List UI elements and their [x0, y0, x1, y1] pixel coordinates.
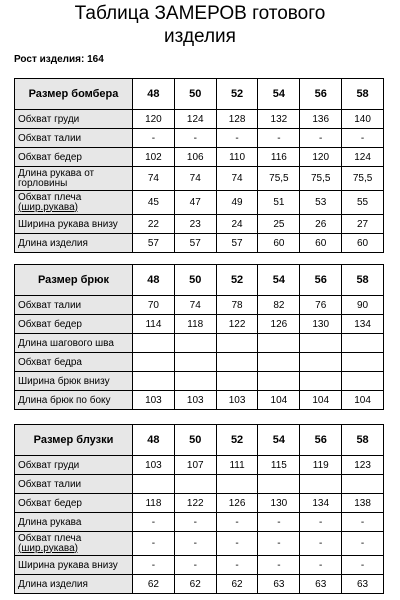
value-cell: -: [216, 532, 258, 556]
table-header-row: [15, 79, 384, 110]
table-header-label: Размер брюк: [15, 265, 133, 296]
value-cell: 22: [133, 215, 175, 234]
value-cell: 134: [342, 315, 384, 334]
size-header-cell: 56: [300, 425, 342, 456]
value-cell: -: [216, 513, 258, 532]
value-cell: 104: [300, 391, 342, 410]
value-cell: -: [216, 129, 258, 148]
value-cell: [300, 334, 342, 353]
value-cell: [133, 334, 175, 353]
size-header-cell: 50: [174, 265, 216, 296]
value-cell: [300, 353, 342, 372]
value-cell: 122: [216, 315, 258, 334]
value-cell: -: [258, 556, 300, 575]
value-cell: 111: [216, 456, 258, 475]
size-header-cell: 52: [216, 265, 258, 296]
row-label-text: Ширина брюк внизу: [18, 375, 110, 387]
row-label-text: Обхват бедер: [18, 318, 82, 330]
size-header-cell: 56: [300, 265, 342, 296]
row-label-text: Длина брюк по боку: [18, 394, 111, 406]
value-cell: 45: [133, 191, 175, 215]
value-cell: [258, 334, 300, 353]
value-cell: [216, 372, 258, 391]
value-cell: -: [133, 513, 175, 532]
row-label-text: Длина рукава: [18, 516, 82, 528]
size-header-cell: 56: [300, 79, 342, 110]
row-label-text: Ширина рукава внизу: [18, 559, 118, 571]
value-cell: [258, 372, 300, 391]
row-label-text: Длина рукава от горловины: [18, 167, 95, 189]
row-label: [15, 353, 133, 372]
table-header-label: Размер блузки: [15, 425, 133, 456]
row-label: [15, 391, 133, 410]
value-cell: 60: [342, 234, 384, 253]
value-cell: 23: [174, 215, 216, 234]
row-label: [15, 315, 133, 334]
value-cell: 126: [258, 315, 300, 334]
value-cell: 104: [342, 391, 384, 410]
value-cell: 62: [174, 575, 216, 594]
value-cell: 130: [258, 494, 300, 513]
table-header-row: [15, 265, 384, 296]
value-cell: 26: [300, 215, 342, 234]
size-header-cell: 54: [258, 79, 300, 110]
value-cell: 75,5: [342, 167, 384, 191]
value-cell: -: [258, 129, 300, 148]
value-cell: -: [174, 513, 216, 532]
row-label: [15, 372, 133, 391]
size-header-cell: 48: [133, 425, 175, 456]
value-cell: 107: [174, 456, 216, 475]
value-cell: 103: [133, 391, 175, 410]
value-cell: 124: [342, 148, 384, 167]
value-cell: 55: [342, 191, 384, 215]
value-cell: [300, 372, 342, 391]
row-label-text: Длина шагового шва: [18, 337, 114, 349]
value-cell: 103: [174, 391, 216, 410]
row-label-text: Длина изделия: [18, 237, 88, 249]
table-row: [15, 475, 384, 494]
value-cell: 24: [216, 215, 258, 234]
row-label: [15, 334, 133, 353]
value-cell: [174, 475, 216, 494]
value-cell: [300, 475, 342, 494]
value-cell: -: [342, 513, 384, 532]
value-cell: 75,5: [300, 167, 342, 191]
value-cell: -: [133, 556, 175, 575]
row-label: [15, 532, 133, 556]
value-cell: 130: [300, 315, 342, 334]
size-header-cell: 58: [342, 265, 384, 296]
page-title: [0, 2, 400, 48]
value-cell: 78: [216, 296, 258, 315]
value-cell: 74: [174, 296, 216, 315]
row-label-text: Обхват бедра: [18, 356, 82, 368]
value-cell: 116: [258, 148, 300, 167]
value-cell: [133, 353, 175, 372]
value-cell: 53: [300, 191, 342, 215]
value-cell: 138: [342, 494, 384, 513]
value-cell: [216, 353, 258, 372]
value-cell: [216, 475, 258, 494]
size-header-cell: 52: [216, 425, 258, 456]
value-cell: [342, 334, 384, 353]
value-cell: -: [300, 129, 342, 148]
row-label-text: Обхват плеча: [18, 191, 82, 203]
row-label: [15, 191, 133, 215]
value-cell: 110: [216, 148, 258, 167]
value-cell: 60: [300, 234, 342, 253]
value-cell: [133, 475, 175, 494]
value-cell: -: [174, 532, 216, 556]
value-cell: -: [342, 129, 384, 148]
value-cell: 25: [258, 215, 300, 234]
row-label-sub: (шир.рукава): [18, 542, 78, 554]
size-header-cell: 52: [216, 79, 258, 110]
row-label-sub: (шир.рукава): [18, 201, 78, 213]
row-label: [15, 148, 133, 167]
value-cell: 62: [133, 575, 175, 594]
row-label: [15, 494, 133, 513]
table-row: [15, 353, 384, 372]
table-row: [15, 556, 384, 575]
row-label: [15, 475, 133, 494]
value-cell: 106: [174, 148, 216, 167]
row-label-text: Обхват талии: [18, 299, 82, 311]
value-cell: 123: [342, 456, 384, 475]
row-label-text: Обхват груди: [18, 113, 80, 125]
table-row: [15, 334, 384, 353]
value-cell: -: [174, 129, 216, 148]
row-label-text: Обхват груди: [18, 459, 80, 471]
value-cell: 118: [174, 315, 216, 334]
value-cell: -: [342, 532, 384, 556]
table-row: [15, 148, 384, 167]
value-cell: 136: [300, 110, 342, 129]
value-cell: 90: [342, 296, 384, 315]
value-cell: -: [342, 556, 384, 575]
table-row: [15, 513, 384, 532]
table-row: [15, 234, 384, 253]
size-header-cell: 54: [258, 265, 300, 296]
table-row: [15, 575, 384, 594]
table-header-row: [15, 425, 384, 456]
value-cell: 57: [133, 234, 175, 253]
table-row: [15, 315, 384, 334]
value-cell: 140: [342, 110, 384, 129]
value-cell: 120: [300, 148, 342, 167]
table-row: [15, 494, 384, 513]
title-line-1: Таблица ЗАМЕРОВ готового: [74, 3, 326, 24]
value-cell: 122: [174, 494, 216, 513]
row-label-text: Обхват бедер: [18, 151, 82, 163]
value-cell: [258, 353, 300, 372]
table-row: [15, 215, 384, 234]
value-cell: [174, 353, 216, 372]
value-cell: [258, 475, 300, 494]
value-cell: 124: [174, 110, 216, 129]
value-cell: 119: [300, 456, 342, 475]
size-header-cell: 58: [342, 79, 384, 110]
table-row: [15, 456, 384, 475]
table-row: [15, 191, 384, 215]
size-header-cell: 54: [258, 425, 300, 456]
value-cell: [174, 372, 216, 391]
height-label: Рост изделия: 164: [14, 54, 104, 65]
value-cell: 70: [133, 296, 175, 315]
value-cell: 120: [133, 110, 175, 129]
value-cell: 57: [216, 234, 258, 253]
value-cell: -: [216, 556, 258, 575]
row-label: [15, 234, 133, 253]
value-cell: 126: [216, 494, 258, 513]
table-row: [15, 391, 384, 410]
value-cell: 47: [174, 191, 216, 215]
value-cell: 82: [258, 296, 300, 315]
size-header-cell: 50: [174, 79, 216, 110]
value-cell: -: [258, 513, 300, 532]
row-label: [15, 110, 133, 129]
value-cell: 132: [258, 110, 300, 129]
value-cell: -: [300, 513, 342, 532]
value-cell: 102: [133, 148, 175, 167]
table-row: [15, 129, 384, 148]
row-label-text: Ширина рукава внизу: [18, 218, 118, 230]
trousers-size-table: [14, 264, 384, 410]
value-cell: 60: [258, 234, 300, 253]
value-cell: 128: [216, 110, 258, 129]
row-label-text: Обхват плеча: [18, 532, 82, 544]
row-label: [15, 556, 133, 575]
value-cell: 104: [258, 391, 300, 410]
row-label-text: Длина изделия: [18, 578, 88, 590]
value-cell: 57: [174, 234, 216, 253]
value-cell: 49: [216, 191, 258, 215]
value-cell: [342, 475, 384, 494]
row-label-text: Обхват бедер: [18, 497, 82, 509]
size-header-cell: 58: [342, 425, 384, 456]
row-label-text: Обхват талии: [18, 132, 82, 144]
size-header-cell: 48: [133, 265, 175, 296]
blouse-size-table: [14, 424, 384, 594]
row-label: [15, 513, 133, 532]
value-cell: 63: [300, 575, 342, 594]
row-label: [15, 167, 133, 191]
title-line-2: изделия: [164, 26, 236, 47]
row-label: [15, 215, 133, 234]
value-cell: 75,5: [258, 167, 300, 191]
value-cell: [216, 334, 258, 353]
value-cell: 27: [342, 215, 384, 234]
value-cell: -: [300, 556, 342, 575]
row-label: [15, 575, 133, 594]
value-cell: 76: [300, 296, 342, 315]
table-row: [15, 296, 384, 315]
value-cell: 115: [258, 456, 300, 475]
value-cell: 103: [133, 456, 175, 475]
value-cell: 103: [216, 391, 258, 410]
value-cell: 63: [342, 575, 384, 594]
value-cell: [174, 334, 216, 353]
value-cell: [133, 372, 175, 391]
value-cell: -: [133, 532, 175, 556]
value-cell: 62: [216, 575, 258, 594]
value-cell: 134: [300, 494, 342, 513]
row-label-text: Обхват талии: [18, 478, 82, 490]
row-label: [15, 296, 133, 315]
table-row: [15, 372, 384, 391]
row-label: [15, 129, 133, 148]
value-cell: -: [300, 532, 342, 556]
table-header-label: Размер бомбера: [15, 79, 133, 110]
value-cell: [342, 353, 384, 372]
table-row: [15, 167, 384, 191]
value-cell: 114: [133, 315, 175, 334]
row-label: [15, 456, 133, 475]
value-cell: 74: [174, 167, 216, 191]
value-cell: -: [133, 129, 175, 148]
value-cell: 51: [258, 191, 300, 215]
value-cell: -: [258, 532, 300, 556]
value-cell: 74: [133, 167, 175, 191]
value-cell: 63: [258, 575, 300, 594]
table-row: [15, 532, 384, 556]
bomber-size-table: [14, 78, 384, 253]
value-cell: -: [174, 556, 216, 575]
value-cell: [342, 372, 384, 391]
value-cell: 74: [216, 167, 258, 191]
table-row: [15, 110, 384, 129]
value-cell: 118: [133, 494, 175, 513]
size-header-cell: 50: [174, 425, 216, 456]
size-header-cell: 48: [133, 79, 175, 110]
